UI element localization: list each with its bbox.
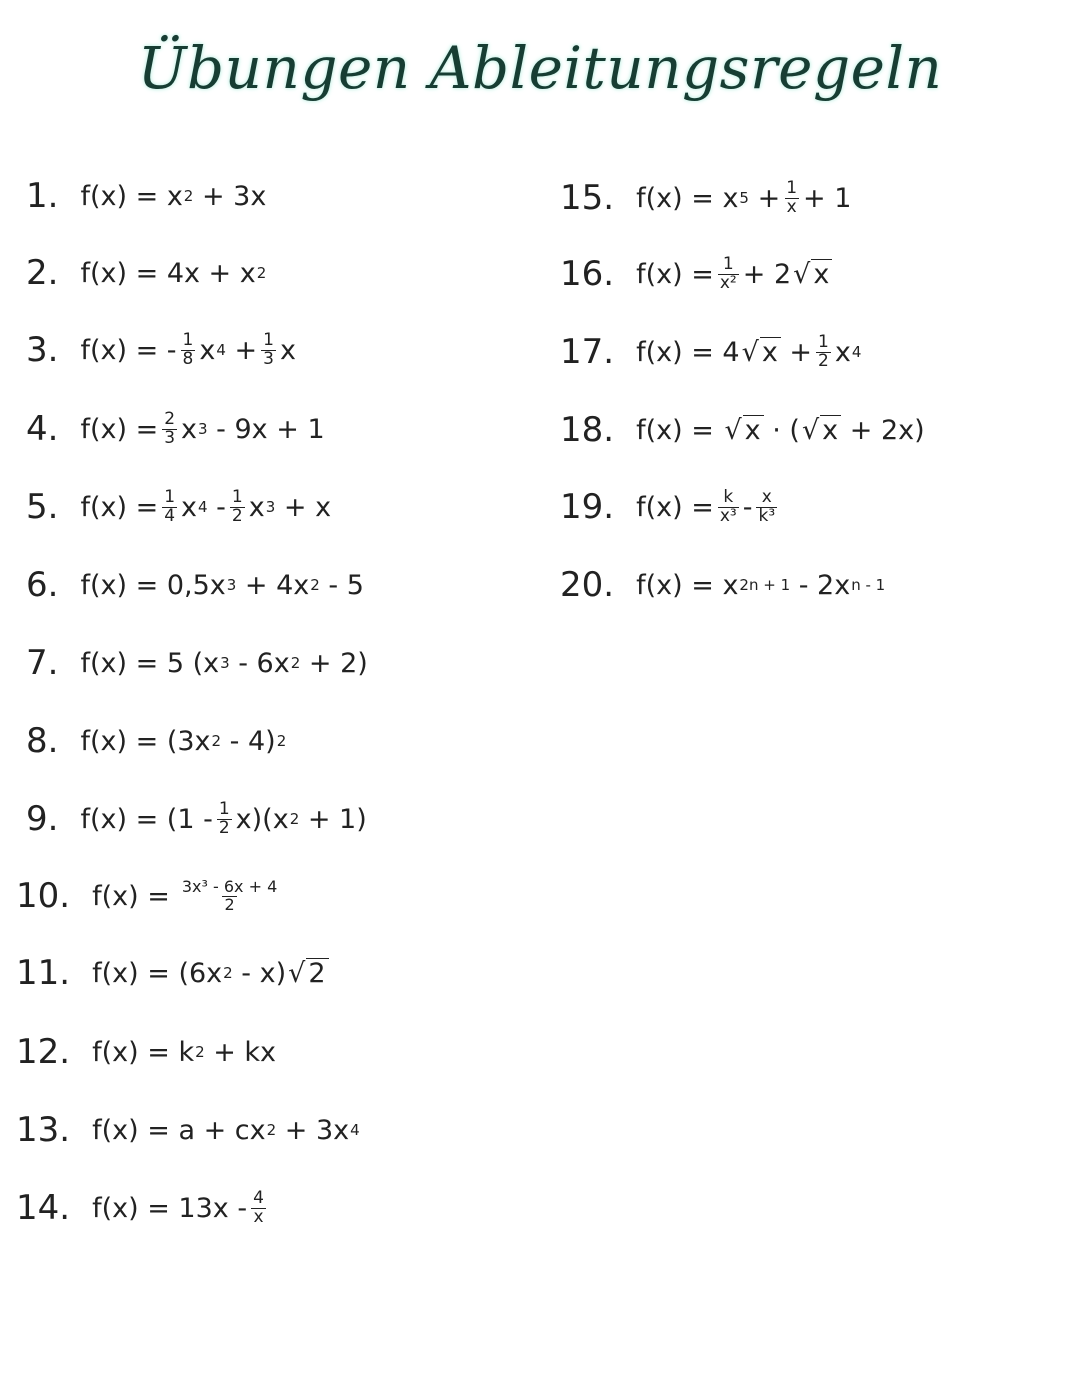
- exercise-formula: f(x) = $\frac{1}{\text{x²}}$ + 2 √ x: [636, 256, 832, 293]
- exercise-4: [26, 399, 325, 459]
- exercise-number: 9.: [26, 799, 59, 839]
- exercise-number: 17.: [560, 332, 615, 372]
- exercise-formula: f(x) = 5 (x 3 - 6x 2 + 2): [80, 647, 368, 679]
- exercise-formula: f(x) = 0,5x 3 + 4x 2 - 5: [80, 569, 364, 601]
- exercise-formula: f(x) = 4x + x 2: [80, 257, 267, 289]
- exercise-formula: f(x) = x 2 + 3x: [80, 180, 267, 212]
- exercise-17: [560, 322, 861, 382]
- exercise-2: [26, 243, 266, 303]
- exercise-3: [26, 320, 296, 380]
- exercise-formula: f(x) = x 5 + $\frac{1}{x}$ + 1: [636, 177, 852, 217]
- exercise-formula: f(x) = (6x 2 - x) √ 2: [92, 958, 328, 989]
- exercise-formula: f(x) = $\frac{k}{\text{x³}}$ - $\frac{x}{\text{k³}}$: [636, 486, 776, 526]
- exercise-12: [16, 1022, 276, 1082]
- exercise-16: [560, 244, 832, 304]
- exercise-number: 20.: [560, 565, 615, 605]
- exercise-formula: f(x) = 4 √ x + $\frac{1}{2}$ x 4: [636, 331, 862, 371]
- exercise-8: [26, 711, 286, 771]
- exercise-number: 18.: [560, 410, 615, 450]
- exercise-18: [560, 400, 925, 460]
- exercise-6: [26, 555, 364, 615]
- exercise-13: [16, 1100, 360, 1160]
- exercise-formula: f(x) = a + cx 2 + 3x 4: [92, 1114, 360, 1146]
- page-title: Übungen Ableitungsregeln: [137, 34, 943, 102]
- exercise-formula: f(x) = k 2 + kx: [92, 1036, 277, 1068]
- exercise-number: 10.: [16, 876, 71, 916]
- exercise-number: 7.: [26, 643, 59, 683]
- exercise-formula: f(x) = 13x - $\frac{4}{x}$: [92, 1187, 264, 1227]
- exercise-10: [16, 866, 283, 926]
- exercise-formula: f(x) = $\frac{\text{3x³ - 6x + 4}}{2}$: [92, 876, 278, 914]
- exercise-number: 11.: [16, 953, 71, 993]
- exercise-number: 16.: [560, 254, 615, 294]
- exercise-formula: f(x) = (1 - $\frac{1}{2}$ x)(x 2 + 1): [80, 798, 367, 838]
- exercise-number: 12.: [16, 1032, 71, 1072]
- exercise-19: [560, 477, 781, 537]
- exercise-formula: f(x) = $\frac{2}{3}$ x 3 - 9x + 1: [80, 408, 325, 448]
- exercise-7: [26, 633, 368, 693]
- exercise-formula: f(x) = - $\frac{1}{8}$ x 4 + $\frac{1}{3}$ x: [80, 329, 296, 369]
- exercise-formula: f(x) = (3x 2 - 4) 2: [80, 725, 287, 757]
- exercise-number: 3.: [26, 330, 59, 370]
- exercise-formula: f(x) = $\frac{1}{4}$ x 4 - $\frac{1}{2}$ x 3 + x: [80, 486, 332, 526]
- exercise-20: [560, 555, 885, 615]
- exercise-15: [560, 168, 851, 228]
- exercise-1: [26, 166, 266, 226]
- exercise-11: [16, 943, 329, 1003]
- exercise-formula: f(x) = x 2n + 1 - 2x n - 1: [636, 569, 886, 601]
- exercise-number: 6.: [26, 565, 59, 605]
- exercise-number: 13.: [16, 1110, 71, 1150]
- exercise-5: [26, 477, 331, 537]
- exercise-formula: f(x) = √ x · ( √ x + 2x): [636, 414, 925, 446]
- exercise-14: [16, 1178, 270, 1238]
- exercise-number: 15.: [560, 178, 615, 218]
- exercise-number: 8.: [26, 721, 59, 761]
- exercise-number: 5.: [26, 487, 59, 527]
- exercise-number: 4.: [26, 409, 59, 449]
- exercise-number: 14.: [16, 1188, 71, 1228]
- exercise-number: 2.: [26, 253, 59, 293]
- exercise-9: [26, 789, 367, 849]
- exercise-number: 1.: [26, 176, 59, 216]
- exercise-number: 19.: [560, 487, 615, 527]
